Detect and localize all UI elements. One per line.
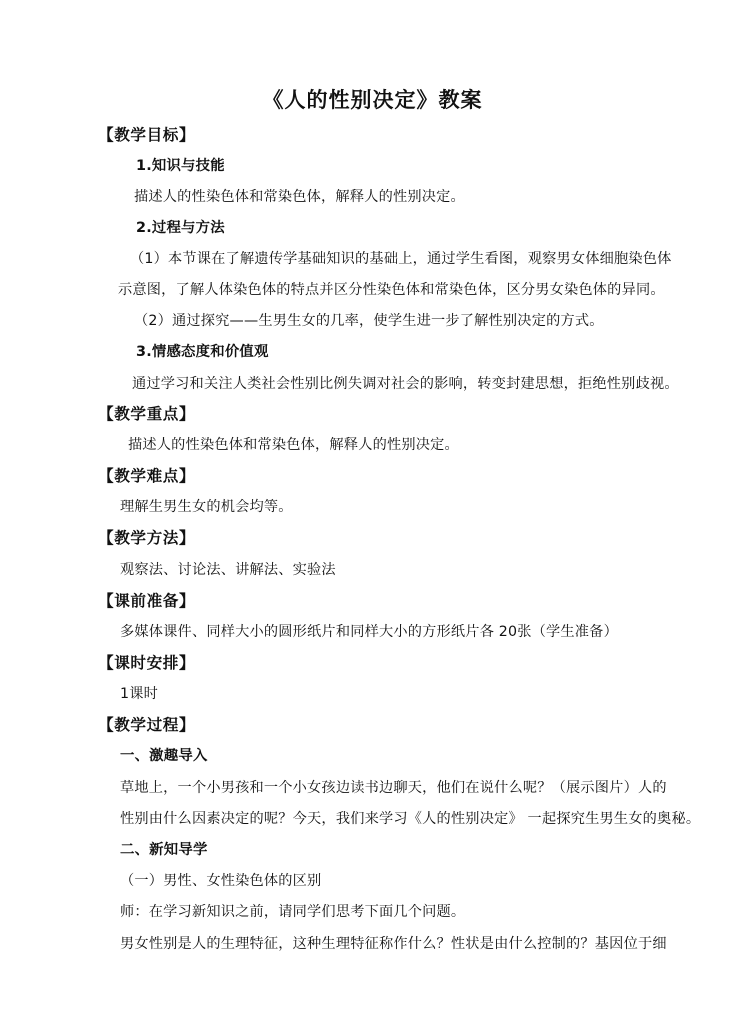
key-points-heading: 【教学重点】 <box>98 405 196 423</box>
process-section-2-heading: 二、新知导学 <box>120 842 208 858</box>
document-title: 《人的性别决定》教案 <box>262 88 483 112</box>
process-section-2-line-1: 师：在学习新知识之前，请同学们思考下面几个问题。 <box>120 904 466 920</box>
schedule-heading: 【课时安排】 <box>98 654 196 672</box>
process-section-1-line-1: 草地上，一个小男孩和一个小女孩边读书边聊天，他们在说什么呢？（展示图片）人的 <box>120 780 667 796</box>
process-heading: 【教学过程】 <box>98 716 196 734</box>
objective-3-text: 通过学习和关注人类社会性别比例失调对社会的影响，转变封建思想，拒绝性别歧视。 <box>132 376 679 392</box>
objective-2-heading: 2.过程与方法 <box>136 220 225 236</box>
objective-3-heading: 3.情感态度和价值观 <box>136 344 269 360</box>
objective-2-paragraph-1-line-2: 示意图，了解人体染色体的特点并区分性染色体和常染色体，区分男女染色体的异同。 <box>118 282 665 298</box>
objective-2-paragraph-1-line-1: （1）本节课在了解遗传学基础知识的基础上，通过学生看图，观察男女体细胞染色体 <box>130 251 672 267</box>
objective-1-heading: 1.知识与技能 <box>136 158 225 174</box>
process-section-1-line-2: 性别由什么因素决定的呢？今天，我们来学习《人的性别决定》 一起探究生男生女的奥秘。 <box>120 811 701 827</box>
methods-text: 观察法、讨论法、讲解法、实验法 <box>120 562 336 578</box>
preparation-heading: 【课前准备】 <box>98 592 196 610</box>
objective-1-text: 描述人的性染色体和常染色体，解释人的性别决定。 <box>134 189 465 205</box>
preparation-text: 多媒体课件、同样大小的圆形纸片和同样大小的方形纸片各 20张（学生准备） <box>120 624 618 640</box>
process-section-2-line-2: 男女性别是人的生理特征，这种生理特征称作什么？性状是由什么控制的？基因位于细 <box>120 936 667 952</box>
difficulties-heading: 【教学难点】 <box>98 467 196 485</box>
difficulties-text: 理解生男生女的机会均等。 <box>120 499 293 515</box>
objectives-heading: 【教学目标】 <box>98 126 196 144</box>
methods-heading: 【教学方法】 <box>98 529 196 547</box>
objective-2-paragraph-2: （2）通过探究——生男生女的几率，使学生进一步了解性别决定的方式。 <box>134 313 604 329</box>
key-points-text: 描述人的性染色体和常染色体，解释人的性别决定。 <box>128 437 459 453</box>
process-section-2-subheading: （一）男性、女性染色体的区别 <box>120 873 322 889</box>
schedule-text: 1课时 <box>120 686 159 702</box>
process-section-1-heading: 一、激趣导入 <box>120 748 208 764</box>
